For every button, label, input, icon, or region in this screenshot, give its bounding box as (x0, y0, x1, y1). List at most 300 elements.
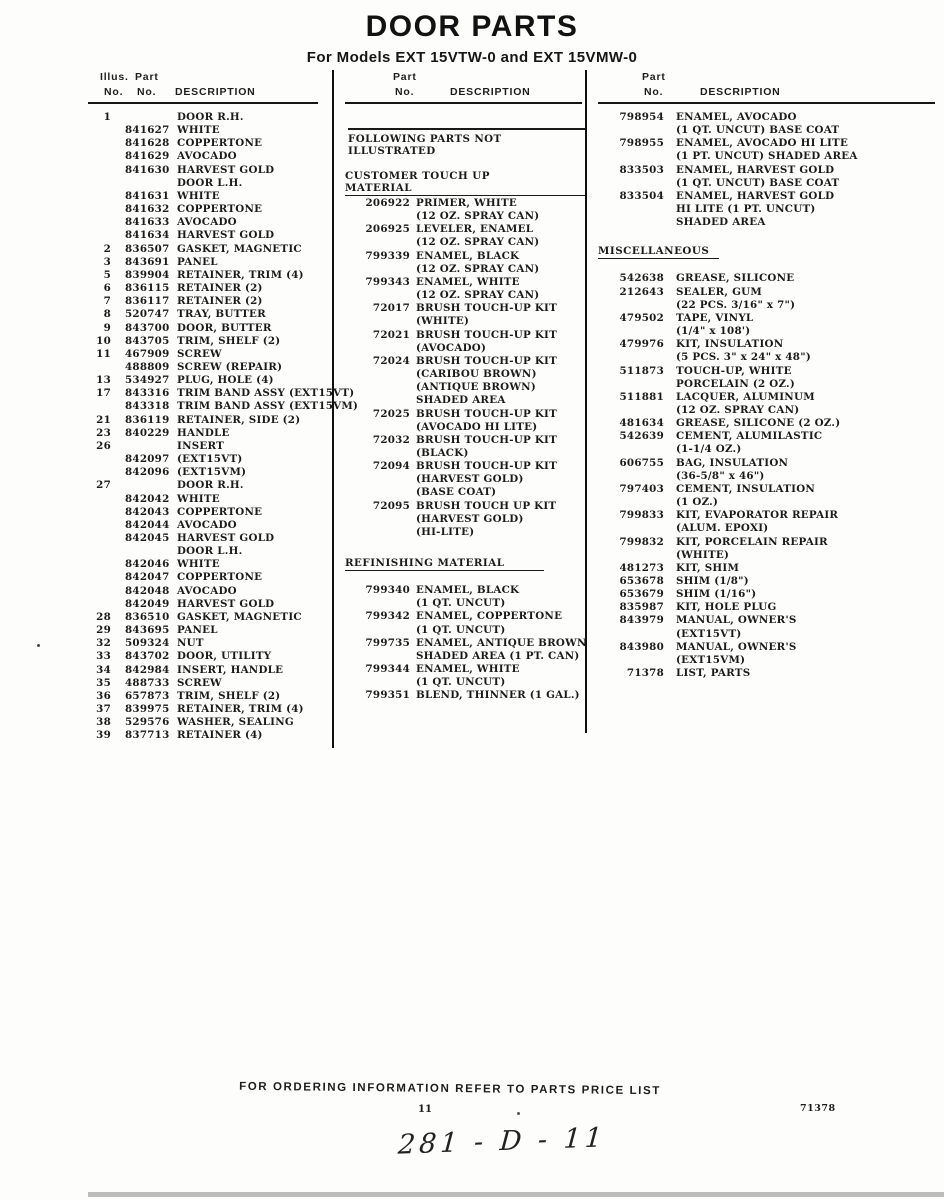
part-no: 206925 (365, 223, 410, 236)
part-description: RETAINER (2) (177, 295, 263, 308)
parts-row (95, 519, 335, 532)
part-description: TRIM, SHELF (2) (177, 334, 281, 347)
part-no (598, 470, 664, 483)
parts-row (95, 348, 335, 361)
illus-no (95, 229, 111, 242)
parts-row (598, 588, 940, 601)
parts-row (598, 654, 940, 667)
illus-no (95, 190, 111, 203)
part-no: 72021 (372, 328, 410, 341)
illus-no: 11 (96, 347, 111, 360)
col2-flow (345, 128, 585, 702)
part-no (598, 177, 664, 190)
part-no (345, 513, 410, 526)
illus-no: 23 (96, 426, 111, 439)
parts-row (95, 729, 335, 742)
part-no (125, 111, 177, 124)
parts-row (345, 434, 585, 447)
parts-row (95, 190, 335, 203)
part-description: (ANTIQUE BROWN) (416, 381, 536, 394)
part-description: KIT, EVAPORATOR REPAIR (676, 509, 839, 522)
part-no (345, 650, 410, 663)
part-no: 841632 (125, 203, 170, 216)
page-subtitle: For Models EXT 15VTW-0 and EXT 15VMW-0 (306, 49, 638, 66)
part-description: BRUSH TOUCH UP KIT (416, 499, 557, 512)
parts-row (598, 667, 940, 680)
col1-header-no1: No. (104, 86, 124, 98)
part-no: 799339 (365, 249, 410, 262)
part-description: BLEND, THINNER (1 GAL.) (416, 689, 580, 702)
parts-row (598, 522, 940, 535)
column-divider-right (585, 70, 587, 733)
parts-row (345, 342, 585, 355)
parts-row (598, 203, 940, 216)
parts-row (345, 584, 585, 597)
parts-row (598, 417, 940, 430)
col3-header-rule (598, 102, 935, 104)
part-description: (AVOCADO) (416, 341, 487, 354)
part-no: 843980 (619, 640, 664, 653)
part-description: WHITE (177, 558, 220, 571)
parts-row (95, 506, 335, 519)
part-description: SCREW (177, 347, 222, 360)
parts-row (95, 256, 335, 269)
part-description: GREASE, SILICONE (2 OZ.) (676, 417, 841, 430)
part-description: HARVEST GOLD (177, 532, 275, 544)
parts-row (95, 124, 335, 137)
parts-row (598, 496, 940, 509)
parts-section (345, 170, 585, 539)
part-description: KIT, INSULATION (676, 338, 784, 351)
parts-row (345, 197, 585, 210)
parts-row (598, 124, 940, 137)
parts-row (95, 427, 335, 440)
section-heading-row (345, 170, 585, 194)
part-no: 842042 (125, 492, 170, 505)
part-description: ENAMEL, HARVEST GOLD (676, 189, 835, 202)
illus-no (95, 164, 111, 177)
part-no: 488733 (125, 676, 170, 689)
part-no: 479976 (619, 338, 664, 351)
part-no (345, 526, 410, 539)
not-illustrated-banner-wrap (348, 128, 585, 157)
illus-no: 27 (96, 479, 111, 492)
part-no (345, 210, 410, 223)
parts-row (345, 526, 585, 539)
col1-header-illus: Illus. (100, 71, 129, 83)
parts-row (345, 513, 585, 526)
col1-header-no2: No. (137, 86, 157, 98)
part-description: (EXT15VT) (177, 453, 243, 466)
illus-no (95, 506, 111, 519)
part-description: DOOR L.H. (177, 176, 243, 189)
parts-row (95, 624, 335, 637)
illus-no (95, 585, 111, 598)
parts-row (95, 269, 335, 282)
part-description: BAG, INSULATION (676, 456, 789, 469)
parts-row (598, 483, 940, 496)
parts-row (598, 325, 940, 338)
document-number: 71378 (800, 1103, 836, 1114)
part-no: 481273 (619, 561, 664, 574)
section-heading-row (345, 557, 585, 573)
parts-row (95, 335, 335, 348)
parts-row (345, 689, 585, 702)
part-no: 840229 (125, 426, 170, 439)
part-no: 841628 (125, 137, 170, 150)
part-no: 843695 (125, 624, 170, 637)
part-no: 833503 (619, 163, 664, 176)
part-description: RETAINER (4) (177, 729, 263, 742)
part-no: 799735 (365, 636, 410, 649)
parts-row (598, 177, 940, 190)
illus-no: 37 (96, 703, 111, 716)
parts-row (345, 624, 585, 637)
illus-no: 7 (103, 295, 111, 308)
part-description: ENAMEL, WHITE (416, 275, 520, 288)
parts-row (598, 338, 940, 351)
parts-row (95, 558, 335, 571)
col1-header-rule (88, 102, 318, 104)
parts-row (598, 443, 940, 456)
parts-row (95, 387, 355, 400)
parts-row (95, 414, 335, 427)
part-description: (36-5/8" x 46") (676, 469, 765, 482)
part-no: 841634 (125, 229, 170, 242)
part-no: 72017 (372, 302, 410, 315)
part-no (125, 545, 177, 558)
illus-no (95, 216, 111, 229)
parts-row (598, 365, 940, 378)
parts-row (598, 137, 940, 150)
part-description: ENAMEL, ANTIQUE BROWN (416, 636, 587, 649)
part-no (598, 351, 664, 364)
part-description: MANUAL, OWNER'S (676, 614, 797, 627)
part-no (345, 624, 410, 637)
part-description: ENAMEL, HARVEST GOLD (676, 163, 835, 176)
page-number: 11 (418, 1104, 432, 1115)
parts-row (345, 355, 585, 368)
illus-no: 5 (103, 268, 111, 281)
parts-row (598, 286, 940, 299)
part-description: (EXT15VT) (676, 627, 742, 640)
part-no: 843702 (125, 650, 170, 663)
col2-header-no: No. (395, 86, 415, 98)
part-no: 797403 (619, 482, 664, 495)
part-no: 799343 (365, 275, 410, 288)
part-no: 841629 (125, 150, 170, 163)
part-no (125, 177, 177, 190)
parts-row (95, 598, 335, 611)
part-no: 836507 (125, 242, 170, 255)
part-no (598, 654, 664, 667)
illus-no: 17 (96, 387, 111, 400)
part-description: BRUSH TOUCH-UP KIT (416, 354, 558, 367)
illus-no: 36 (96, 689, 111, 702)
part-no (598, 216, 664, 229)
illus-no: 2 (103, 242, 111, 255)
part-description: WHITE (177, 189, 220, 202)
part-no (345, 315, 410, 328)
parts-section (598, 245, 940, 680)
part-description: (1 QT. UNCUT) BASE COAT (676, 176, 840, 189)
part-no: 653679 (619, 588, 664, 601)
part-no: 836115 (125, 282, 170, 295)
part-no: 836510 (125, 610, 170, 623)
part-no: 843691 (125, 255, 170, 268)
part-description: INSERT, HANDLE (177, 663, 284, 676)
part-description: DOOR, UTILITY (177, 650, 272, 663)
parts-row (598, 575, 940, 588)
part-description: (CARIBOU BROWN) (416, 368, 537, 381)
parts-row (598, 601, 940, 614)
part-no: 509324 (125, 637, 170, 650)
parts-row (345, 250, 585, 263)
illus-no: 28 (96, 610, 111, 623)
part-description: LEVELER, ENAMEL (416, 223, 534, 236)
parts-row (598, 299, 940, 312)
part-no: 842097 (125, 453, 170, 466)
parts-row (95, 571, 335, 584)
part-description: (12 OZ. SPRAY CAN) (416, 236, 540, 249)
part-description: (1 QT. UNCUT) BASE COAT (676, 124, 840, 137)
parts-row (95, 203, 335, 216)
part-description: (1 QT. UNCUT) (416, 623, 506, 636)
part-description: (WHITE) (416, 315, 470, 328)
part-description: BRUSH TOUCH-UP KIT (416, 302, 558, 315)
parts-row (345, 473, 585, 486)
parts-row (95, 308, 335, 321)
part-no (345, 486, 410, 499)
parts-row (345, 329, 585, 342)
part-no: 842045 (125, 532, 170, 544)
part-no (345, 342, 410, 355)
illus-no (95, 519, 111, 532)
part-description: (WHITE) (676, 548, 730, 561)
parts-row (598, 164, 940, 177)
part-no (598, 628, 664, 641)
part-no: 72025 (372, 407, 410, 420)
illus-no (95, 203, 111, 216)
not-illustrated-banner: FOLLOWING PARTS NOT ILLUSTRATED (348, 128, 585, 157)
part-description: DOOR L.H. (177, 545, 243, 558)
part-description: (BASE COAT) (416, 486, 497, 499)
part-no (598, 203, 664, 216)
parts-row (598, 111, 940, 124)
part-no: 843316 (125, 387, 170, 400)
part-description: (EXT15VM) (177, 466, 247, 479)
parts-row (95, 322, 335, 335)
part-description: (1 QT. UNCUT) (416, 597, 506, 610)
part-description: GASKET, MAGNETIC (177, 610, 302, 623)
part-no (345, 597, 410, 610)
parts-row (598, 628, 940, 641)
col1-header-description: DESCRIPTION (175, 86, 256, 98)
part-no: 206922 (365, 197, 410, 209)
illus-no: 6 (103, 282, 111, 295)
part-no (345, 289, 410, 302)
parts-row (345, 676, 585, 689)
parts-row (598, 150, 940, 163)
part-no: 799340 (365, 584, 410, 597)
part-no: 841631 (125, 189, 170, 202)
part-no: 842049 (125, 597, 170, 610)
margin-speck (37, 644, 40, 647)
part-no: 799833 (619, 509, 664, 522)
parts-row (598, 312, 940, 325)
part-no: 72095 (372, 499, 410, 512)
parts-row (95, 243, 335, 256)
part-no: 71378 (626, 667, 664, 680)
illus-no: 33 (96, 650, 111, 663)
part-description: DOOR, BUTTER (177, 321, 272, 334)
part-no: 835987 (619, 601, 664, 614)
part-no (598, 522, 664, 535)
col1-rows (95, 111, 359, 743)
illus-no (95, 493, 111, 506)
parts-row (345, 460, 585, 473)
col2-header-description: DESCRIPTION (450, 86, 531, 98)
parts-row (345, 637, 585, 650)
parts-row (345, 381, 585, 394)
part-no: 534927 (125, 374, 170, 387)
part-no (345, 368, 410, 381)
part-no: 657873 (125, 689, 170, 702)
parts-row (95, 440, 335, 453)
part-no: 841630 (125, 163, 170, 176)
part-no: 72024 (372, 354, 410, 367)
part-no: 842048 (125, 584, 170, 597)
parts-row (598, 391, 940, 404)
col3-sections (598, 111, 940, 680)
part-no: 529576 (125, 716, 170, 729)
part-description: KIT, SHIM (676, 561, 740, 574)
part-no: 842044 (125, 518, 170, 531)
parts-row (95, 703, 335, 716)
part-description: BRUSH TOUCH-UP KIT (416, 433, 558, 446)
illus-no: 9 (103, 321, 111, 334)
parts-row (598, 272, 940, 285)
part-description: BRUSH TOUCH-UP KIT (416, 460, 558, 473)
part-no: 520747 (125, 308, 170, 321)
part-description: RETAINER, SIDE (2) (177, 413, 301, 426)
part-no: 542639 (619, 430, 664, 443)
col3-header-no: No. (644, 86, 664, 98)
part-description: CEMENT, INSULATION (676, 482, 816, 495)
illus-no: 1 (103, 111, 111, 123)
parts-row (95, 150, 335, 163)
illus-no (95, 150, 111, 163)
part-description: HANDLE (177, 426, 230, 439)
parts-row (345, 663, 585, 676)
scan-edge-artifact (88, 1192, 944, 1197)
part-description: PRIMER, WHITE (416, 197, 517, 209)
part-description: SHIM (1/8") (676, 575, 749, 587)
part-description: RETAINER, TRIM (4) (177, 703, 304, 716)
part-no (345, 381, 410, 394)
part-description: HARVEST GOLD (177, 597, 275, 610)
part-no (598, 549, 664, 562)
parts-row (95, 677, 335, 690)
parts-row (95, 466, 335, 479)
parts-row (95, 282, 335, 295)
parts-row (95, 585, 335, 598)
part-no (598, 378, 664, 391)
ordering-note: FOR ORDERING INFORMATION REFER TO PARTS PRICE LIST (239, 1080, 661, 1098)
part-no: 842047 (125, 571, 170, 584)
parts-row (598, 562, 940, 575)
part-description: HARVEST GOLD (177, 163, 275, 176)
part-description: (22 PCS. 3/16" x 7") (676, 298, 796, 311)
part-no: 842096 (125, 466, 170, 479)
part-description: COPPERTONE (177, 137, 263, 150)
part-no (345, 676, 410, 689)
part-no: 479502 (619, 311, 664, 324)
col3-header-part: Part (642, 71, 666, 83)
part-description: ENAMEL, BLACK (416, 249, 520, 262)
illus-no: 3 (103, 255, 111, 268)
part-no: 841633 (125, 216, 170, 229)
col2-sections (345, 170, 585, 702)
part-description: (HARVEST GOLD) (416, 512, 524, 525)
part-no (345, 263, 410, 276)
part-no: 488809 (125, 360, 170, 373)
parts-row (95, 216, 335, 229)
parts-row (95, 361, 335, 374)
part-no (598, 124, 664, 137)
illus-no (95, 571, 111, 584)
parts-row (95, 479, 335, 492)
part-description: SHIM (1/16") (676, 588, 757, 601)
part-no (125, 440, 177, 453)
part-description: NUT (177, 637, 204, 650)
col2-header-rule (345, 102, 582, 104)
parts-row (95, 611, 335, 624)
parts-row (345, 610, 585, 623)
parts-row (598, 430, 940, 443)
section-heading: MISCELLANEOUS (598, 245, 719, 259)
part-description: (12 OZ. SPRAY CAN) (416, 262, 540, 275)
part-description: (1 PT. UNCUT) SHADED AREA (676, 150, 858, 163)
parts-row (598, 536, 940, 549)
part-no: 836119 (125, 413, 170, 426)
part-description: PORCELAIN (2 OZ.) (676, 377, 795, 390)
part-description: KIT, PORCELAIN REPAIR (676, 535, 828, 548)
part-description: (1 QT. UNCUT) (416, 676, 506, 689)
illus-no: 38 (96, 716, 111, 729)
part-description: AVOCADO (177, 216, 237, 229)
illus-no: 8 (103, 308, 111, 321)
col1-header-part: Part (135, 71, 159, 83)
part-description: AVOCADO (177, 150, 237, 163)
parts-row (345, 236, 585, 249)
part-no (598, 325, 664, 338)
part-description: COPPERTONE (177, 571, 263, 584)
parts-row (95, 177, 335, 190)
part-no (345, 394, 410, 407)
parts-row (598, 378, 940, 391)
parts-row (598, 216, 940, 229)
part-no (598, 150, 664, 163)
parts-row (598, 457, 940, 470)
part-description: BRUSH TOUCH-UP KIT (416, 328, 558, 341)
part-description: MANUAL, OWNER'S (676, 640, 797, 653)
illus-no: 13 (96, 374, 111, 387)
parts-row (95, 453, 335, 466)
illus-no: 34 (96, 663, 111, 676)
illus-no: 29 (96, 624, 111, 637)
part-no: 72032 (372, 433, 410, 446)
